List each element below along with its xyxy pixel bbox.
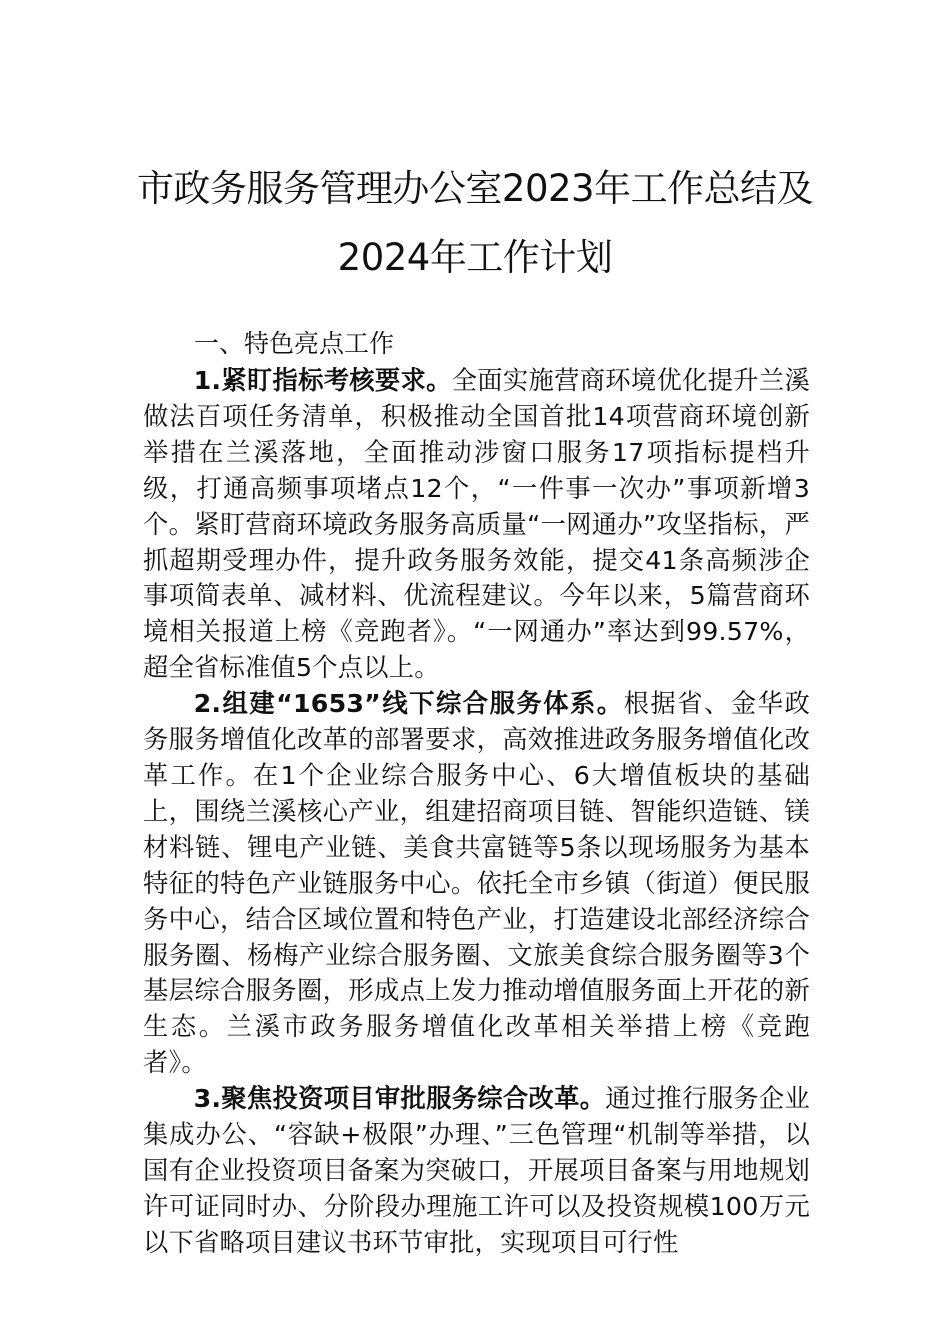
paragraph-3 [143, 1081, 810, 1261]
document-body [143, 363, 810, 1261]
paragraph-3-lead: 3.聚焦投资项目审批服务综合改革。 [193, 1084, 606, 1114]
paragraph-1-lead: 1.紧盯指标考核要求。 [193, 366, 452, 395]
paragraph-3-body: 通过推行服务企业集成办公、“容缺+极限”办理、”三色管理“机制等举措，以国有企业投资项目备案为突破口，开展项目备案与用地规划许可证同时办、分阶段办理施工许可以及投资规模100万元以下省略项目建议书环节审批，实现项目可行性 [143, 1084, 810, 1257]
section-heading: 一、特色亮点工作 [194, 329, 395, 358]
paragraph-2-lead: 2.组建“1653”线下综合服务体系。 [193, 689, 624, 719]
document-title-line-2: 2024年工作计划 [337, 236, 613, 279]
paragraph-2 [143, 686, 810, 1081]
document-title-line-1: 市政务服务管理办公室2023年工作总结及 [136, 167, 814, 210]
paragraph-1 [143, 363, 810, 686]
paragraph-1-body: 全面实施营商环境优化提升兰溪做法百项任务清单，积极推动全国首批14项营商环境创新举措在兰溪落地，全面推动涉窗口服务17项指标提档升级，打通高频事项堵点12个，“一件事一次办”事项新增3个。紧盯营商环境政务服务高质量“一网通办”攻坚指标，严抓超期受理办件，提升政务服务效能，提交41条高频涉企事项简表单、减材料、优流程建议。今年以来，5篇营商环境相关报道上榜《竞跑者》。“一网通办”率达到99.57%，超全省标准值5个点以上。 [143, 366, 810, 683]
paragraph-2-body: 根据省、金华政务服务增值化改革的部署要求，高效推进政务服务增值化改革工作。在1个企业综合服务中心、6大增值板块的基础上，围绕兰溪核心产业，组建招商项目链、智能织造链、镁材料链、锂电产业链、美食共富链等5条以现场服务为基本特征的特色产业链服务中心。依托全市乡镇（街道）便民服务中心，结合区域位置和特色产业，打造建设北部经济综合服务圈、杨梅产业综合服务圈、文旅美食综合服务圈等3个基层综合服务圈，形成点上发力推动增值服务面上开花的新生态。兰溪市政务服务增值化改革相关举措上榜《竞跑者》。 [143, 689, 810, 1078]
